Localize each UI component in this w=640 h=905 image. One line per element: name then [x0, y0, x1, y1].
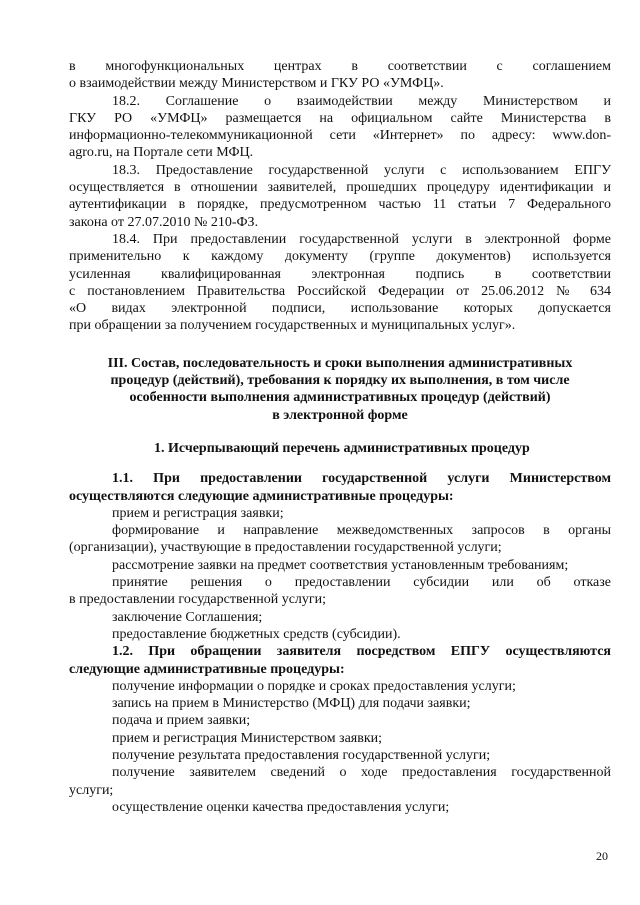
paragraph-continuation — [69, 58, 611, 93]
list-item: прием и регистрация заявки; — [112, 505, 284, 521]
text-line: 18.2. Соглашение о взаимодействии между Министерством и — [112, 93, 611, 109]
text-line: «О видах электронной подписи, использование которых допускается — [69, 301, 611, 317]
text-line: усиленная квалифицированная электронная подпись в соответствии — [69, 266, 611, 282]
text-line: 1.2. При обращении заявителя посредством ЕПГУ осуществляются — [112, 644, 611, 660]
text-line: при обращении за получением государственных и муниципальных услуг». — [69, 318, 516, 334]
procedure-list-2 — [69, 678, 611, 816]
text-line: ГКУ РО «УМФЦ» размещается на официальном сайте Министерства в — [69, 110, 611, 126]
list-item: получение результата предоставления государственной услуги; — [112, 747, 491, 763]
paragraph-1-2 — [69, 643, 611, 678]
section-title — [69, 355, 611, 424]
paragraph-1-1 — [69, 470, 611, 505]
section-title-line: особенности выполнения административных процедур (действий) — [129, 390, 551, 406]
paragraph-18-4 — [69, 231, 611, 335]
procedure-list-1 — [69, 505, 611, 643]
text-line: информационно-телекоммуникационной сети «Интернет» по адресу: www.don- — [69, 128, 611, 144]
list-item: осуществление оценки качества предоставления услуги; — [112, 799, 450, 815]
text-line: применительно к каждому документу (группе документов) используется — [69, 249, 611, 265]
text-line: следующие административные процедуры: — [69, 661, 345, 677]
subsection-title: 1. Исчерпывающий перечень административных процедур — [154, 440, 530, 456]
text-line: аутентификации в порядке, предусмотренном частью 11 статьи 7 Федерального — [69, 197, 611, 213]
list-item: прием и регистрация Министерством заявки; — [112, 730, 383, 746]
section-title-line: процедур (действий), требования к порядку их выполнения, в том числе — [110, 373, 570, 389]
page-number: 20 — [596, 849, 608, 863]
section-title-line: III. Состав, последовательность и сроки выполнения административных — [107, 355, 573, 371]
list-item-continuation: (организации), участвующие в предоставлении государственной услуги; — [69, 540, 502, 556]
list-item: получение заявителем сведений о ходе предоставления государственной — [112, 765, 611, 781]
section-title-line: в электронной форме — [272, 407, 408, 423]
text-line: осуществляется в отношении заявителей, прошедших процедуру идентификации и — [69, 180, 611, 196]
text-line: 18.3. Предоставление государственной услуги с использованием ЕПГУ — [112, 162, 611, 178]
text-line: 18.4. При предоставлении государственной услуги в электронной форме — [112, 231, 611, 247]
list-item: принятие решения о предоставлении субсидии или об отказе — [112, 575, 611, 591]
list-item: заключение Соглашения; — [112, 609, 263, 625]
list-item: запись на прием в Министерство (МФЦ) для подачи заявки; — [112, 696, 471, 712]
text-line: с постановлением Правительства Российской Федерации от 25.06.2012 № 634 — [69, 283, 611, 299]
list-item: получение информации о порядке и сроках предоставления услуги; — [112, 678, 516, 694]
list-item: предоставление бюджетных средств (субсидии). — [112, 626, 401, 642]
list-item: формирование и направление межведомственных запросов в органы — [112, 523, 611, 539]
list-item: подача и прием заявки; — [112, 713, 251, 729]
text-line: 1.1. При предоставлении государственной услуги Министерством — [112, 471, 611, 487]
text-line: о взаимодействии между Министерством и ГКУ РО «УМФЦ». — [69, 76, 444, 92]
text-line: закона от 27.07.2010 № 210-ФЗ. — [69, 214, 259, 230]
paragraph-18-3 — [69, 162, 611, 231]
list-item-continuation: услуги; — [69, 782, 114, 798]
list-item: рассмотрение заявки на предмет соответствия установленным требованиям; — [112, 557, 569, 573]
text-line: в многофункциональных центрах в соответствии с соглашением — [69, 59, 611, 74]
text-line: осуществляются следующие административные процедуры: — [69, 488, 454, 504]
text-line: agro.ru, на Портале сети МФЦ. — [69, 145, 254, 161]
paragraph-18-2 — [69, 93, 611, 162]
page-content — [69, 58, 611, 816]
list-item-continuation: в предоставлении государственной услуги; — [69, 592, 327, 608]
